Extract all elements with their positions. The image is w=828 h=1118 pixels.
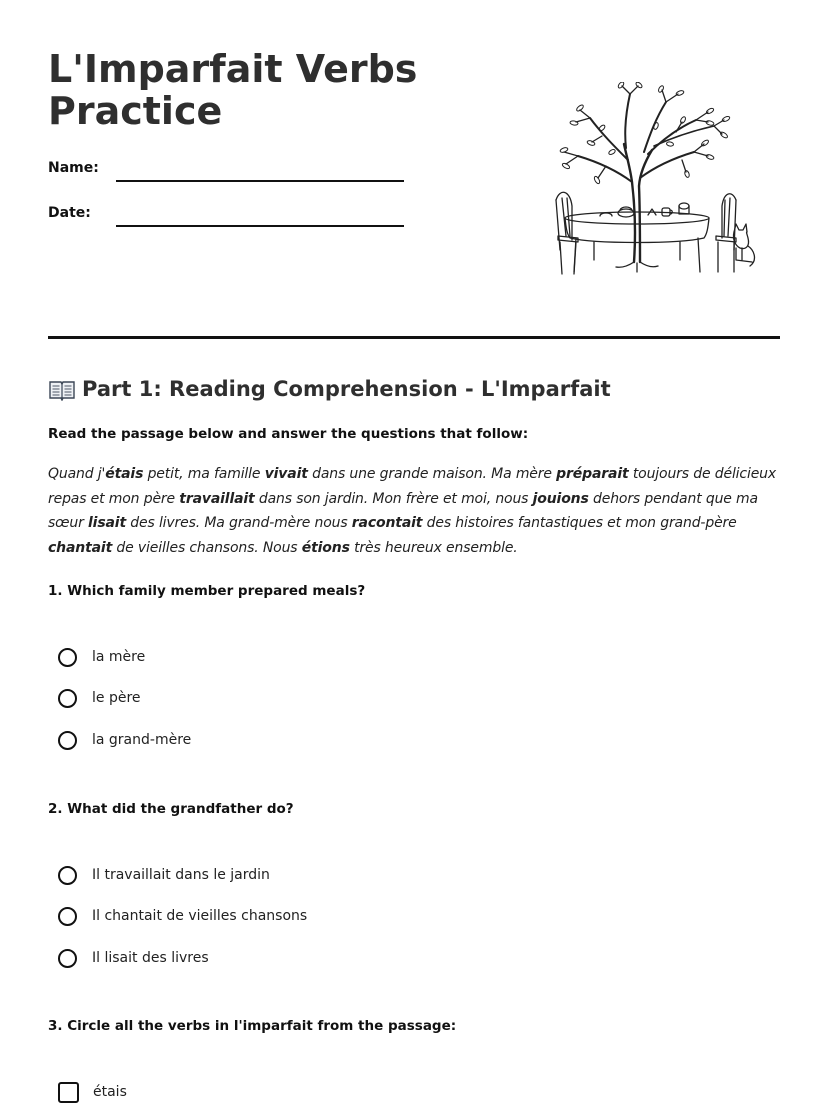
- question-1-option-1[interactable]: [58, 645, 145, 669]
- radio-button[interactable]: [58, 731, 77, 750]
- radio-button[interactable]: [58, 648, 77, 667]
- imparfait-verb: préparait: [556, 466, 629, 482]
- option-label: Il chantait de vieilles chansons: [92, 908, 308, 924]
- passage-text: des histoires fantastiques et mon grand-père: [422, 515, 737, 532]
- checkbox[interactable]: [58, 1082, 79, 1103]
- date-field[interactable]: [116, 225, 404, 227]
- radio-button[interactable]: [58, 689, 77, 708]
- question-1: 1. Which family member prepared meals?: [48, 583, 366, 599]
- passage-text: très heureux ensemble.: [349, 539, 518, 556]
- passage-text: toujours de délicieux repas et mon père: [48, 466, 777, 507]
- question-2: 2. What did the grandfather do?: [48, 801, 294, 817]
- option-label: la mère: [92, 649, 146, 665]
- question-2-option-2[interactable]: [58, 904, 307, 928]
- name-label: Name:: [48, 160, 99, 176]
- reading-instruction: Read the passage below and answer the questions that follow:: [48, 426, 529, 442]
- question-1-option-2[interactable]: [58, 686, 141, 710]
- imparfait-verb: lisait: [88, 515, 126, 532]
- tree-cafe-table-illustration: [536, 82, 762, 278]
- imparfait-verb: vivait: [264, 466, 308, 482]
- date-label: Date:: [48, 205, 91, 221]
- name-field[interactable]: [116, 180, 404, 182]
- passage-text: dehors pendant que ma sœur: [48, 490, 758, 532]
- radio-button[interactable]: [58, 866, 77, 885]
- passage-text: petit, ma famille: [143, 466, 265, 482]
- question-2-option-1[interactable]: [58, 863, 270, 887]
- option-label: Il lisait des livres: [92, 950, 209, 966]
- imparfait-verb: travaillait: [179, 490, 255, 507]
- imparfait-verb: étais: [105, 466, 144, 482]
- option-label: la grand-mère: [92, 732, 192, 748]
- option-label: étais: [93, 1084, 127, 1100]
- passage-text: Quand j': [48, 466, 106, 482]
- question-2-option-3[interactable]: [58, 946, 209, 970]
- option-label: Il travaillait dans le jardin: [92, 867, 270, 883]
- imparfait-verb: jouions: [532, 490, 589, 507]
- question-3-option-1[interactable]: [58, 1080, 127, 1104]
- imparfait-verb: chantait: [48, 539, 113, 556]
- section-divider: [48, 336, 780, 339]
- option-label: le père: [92, 690, 141, 706]
- imparfait-verb: racontait: [351, 515, 423, 532]
- part1-title: Part 1: Reading Comprehension - L'Imparfait: [82, 377, 611, 401]
- question-1-option-3[interactable]: [58, 728, 191, 752]
- radio-button[interactable]: [58, 949, 77, 968]
- passage-text: de vieilles chansons. Nous: [112, 539, 302, 556]
- passage-text: dans son jardin. Mon frère et moi, nous: [254, 490, 533, 507]
- passage-text: des livres. Ma grand-mère nous: [126, 515, 352, 532]
- reading-passage: [48, 462, 784, 560]
- part1-heading: [48, 374, 611, 404]
- open-book-icon: [48, 379, 76, 401]
- passage-text: dans une grande maison. Ma mère: [307, 466, 557, 482]
- imparfait-verb: étions: [301, 539, 350, 556]
- radio-button[interactable]: [58, 907, 77, 926]
- question-3: 3. Circle all the verbs in l'imparfait from the passage:: [48, 1018, 457, 1034]
- page-title: L'Imparfait Verbs Practice: [48, 47, 418, 133]
